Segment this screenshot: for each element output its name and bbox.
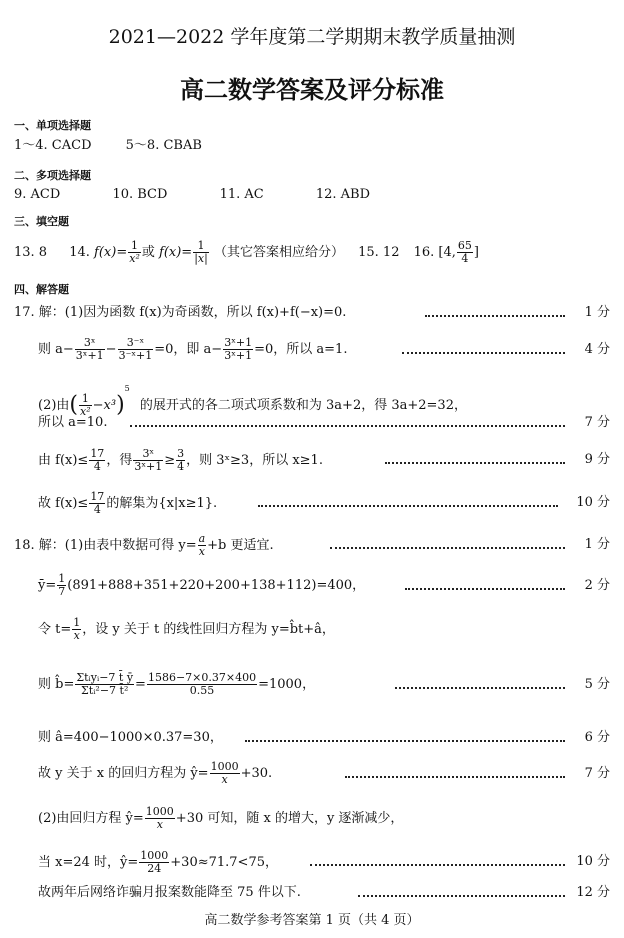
section-heading-fill-blank: 三、填空题 xyxy=(14,215,69,228)
text: ，设 y 关于 t 的线性回归方程为 y=b̂t+â， xyxy=(82,622,335,637)
numerator: 1 xyxy=(73,616,81,629)
answer-9: 9. ACD xyxy=(14,187,61,202)
score-mark: 10 分 xyxy=(576,495,610,510)
numerator: 1 xyxy=(128,240,141,253)
text: ȳ= xyxy=(38,578,57,593)
q17-line-4: 所以 a=10. xyxy=(38,415,108,430)
denominator: 3ˣ+1 xyxy=(134,460,163,473)
answer-14-expr-b: f(x)= xyxy=(159,245,193,260)
denominator: x² xyxy=(80,405,91,418)
denominator: 4 xyxy=(177,460,185,473)
text: +b 更适宜. xyxy=(207,538,274,553)
q18-line-3 xyxy=(38,617,335,642)
text: (891+888+351+220+200+138+112)=400， xyxy=(67,578,366,593)
denominator: 4 xyxy=(93,460,101,473)
q18-line-9: 故两年后网络诈骗月报案数能降至 75 件以下. xyxy=(38,885,301,900)
fraction xyxy=(89,448,105,473)
fraction xyxy=(210,761,240,786)
answer-14-expr-a: f(x)= xyxy=(94,245,128,260)
text: ，则 3ˣ≥3，所以 x≥1. xyxy=(186,453,323,468)
text: (2)由回归方程 ŷ= xyxy=(38,811,144,826)
answer-14-note: （其它答案相应给分） xyxy=(213,245,344,260)
denominator: Σtᵢ²−7 t̄² xyxy=(81,684,129,697)
numerator: 17 xyxy=(90,447,105,460)
fraction xyxy=(75,337,105,362)
fraction xyxy=(147,672,257,697)
score-mark: 5 分 xyxy=(584,677,610,692)
section-heading-multi-choice: 二、多项选择题 xyxy=(14,169,91,182)
score-mark: 2 分 xyxy=(584,578,610,593)
dot-leader xyxy=(310,864,565,866)
q17-line-3 xyxy=(38,380,467,418)
denominator: 4 xyxy=(461,252,469,265)
dot-leader xyxy=(345,776,565,778)
section-heading-single-choice: 一、单项选择题 xyxy=(14,119,91,132)
fraction xyxy=(133,448,163,473)
fraction xyxy=(145,806,175,831)
fraction xyxy=(223,337,253,362)
answer-16-start: 16. [4, xyxy=(413,245,456,260)
text: 的展开式的各二项式项系数和为 3a+2，得 3a+2=32， xyxy=(139,398,467,413)
text: +30. xyxy=(240,766,273,781)
text: +30 可知，随 x 的增大，y 逐渐减少， xyxy=(175,811,404,826)
score-mark: 1 分 xyxy=(584,305,610,320)
numerator: 3ˣ+1 xyxy=(224,336,253,349)
numerator: 3ˣ xyxy=(75,337,105,350)
text: ≥ xyxy=(164,453,176,468)
answer-12: 12. ABD xyxy=(315,187,371,202)
fill-blank-answers xyxy=(14,240,479,265)
text: 令 t= xyxy=(38,622,72,637)
dot-leader xyxy=(402,352,565,354)
dot-leader xyxy=(258,505,558,507)
text: ，得 xyxy=(106,453,133,468)
denominator: x² xyxy=(129,252,140,265)
dot-leader xyxy=(385,462,565,464)
section-heading-solutions: 四、解答题 xyxy=(14,283,69,296)
score-mark: 7 分 xyxy=(584,766,610,781)
dot-leader xyxy=(395,687,565,689)
score-mark: 12 分 xyxy=(576,885,610,900)
fraction xyxy=(118,337,154,362)
fraction xyxy=(176,448,185,473)
q18-line-8 xyxy=(38,850,278,875)
fraction xyxy=(193,240,209,265)
multi-choice-answers xyxy=(14,186,370,204)
fraction xyxy=(198,533,207,558)
score-mark: 7 分 xyxy=(584,415,610,430)
text: +30≈71.7<75， xyxy=(170,855,278,870)
numerator: a xyxy=(198,532,206,545)
numerator: 3ˣ xyxy=(133,448,163,461)
q18-line-6 xyxy=(38,761,272,786)
dot-leader xyxy=(425,315,565,317)
denominator: |x| xyxy=(194,252,208,265)
text: 故 y 关于 x 的回归方程为 ŷ= xyxy=(38,766,209,781)
or-text: 或 xyxy=(141,245,155,260)
numerator: Σtᵢyᵢ−7 t̄ ȳ xyxy=(76,671,134,684)
page-footer: 高二数学参考答案第 1 页（共 4 页） xyxy=(204,913,420,928)
score-mark: 10 分 xyxy=(576,854,610,869)
fraction xyxy=(457,240,473,265)
numerator: 65 xyxy=(457,239,472,252)
text: =1000， xyxy=(258,677,316,692)
text: 则 b̂= xyxy=(38,677,75,692)
paren-right: ) xyxy=(116,392,125,418)
page-title: 高二数学答案及评分标准 xyxy=(180,76,444,104)
fraction xyxy=(128,240,141,265)
fraction xyxy=(89,491,105,516)
q17-line-6 xyxy=(38,491,217,516)
answer-14-label: 14. xyxy=(69,245,90,260)
text: 18. 解：(1)由表中数据可得 y= xyxy=(14,538,197,553)
score-mark: 1 分 xyxy=(584,537,610,552)
numerator: 1000 xyxy=(140,849,169,862)
q18-line-2 xyxy=(38,573,365,598)
numerator: 1 xyxy=(79,393,92,406)
score-mark: 6 分 xyxy=(584,730,610,745)
dot-leader xyxy=(130,425,565,427)
numerator: 1000 xyxy=(210,760,239,773)
denominator: 3⁻ˣ+1 xyxy=(118,349,153,362)
text: =0，即 a− xyxy=(154,342,223,357)
answer-16-end: ] xyxy=(473,245,479,260)
answer-13: 13. 8 xyxy=(14,245,48,260)
fraction xyxy=(75,672,134,697)
answer-1-4: 1～4. CACD xyxy=(14,138,92,153)
q17-line-2 xyxy=(38,337,347,362)
q18-line-4 xyxy=(38,672,315,697)
score-mark: 9 分 xyxy=(584,452,610,467)
numerator: 3⁻ˣ xyxy=(118,337,154,350)
numerator: 1 xyxy=(193,240,209,253)
denominator: 3ˣ+1 xyxy=(75,349,104,362)
denominator: x xyxy=(156,818,163,831)
exam-header: 2021—2022 学年度第二学期期末教学质量抽测 xyxy=(108,26,516,48)
text: −x³ xyxy=(92,398,117,413)
dot-leader xyxy=(358,895,565,897)
dot-leader xyxy=(405,588,565,590)
q18-line-1 xyxy=(14,533,274,558)
text: 故 f(x)≤ xyxy=(38,496,89,511)
text: =0，所以 a=1. xyxy=(254,342,348,357)
denominator: x xyxy=(73,629,80,642)
q17-line-1: 17. 解：(1)因为函数 f(x)为奇函数，所以 f(x)+f(−x)=0. xyxy=(14,305,347,320)
text: (2)由 xyxy=(38,398,70,413)
exponent: 5 xyxy=(124,384,130,393)
denominator: 4 xyxy=(93,503,101,516)
dot-leader xyxy=(330,547,565,549)
text: = xyxy=(135,677,146,692)
numerator: 1 xyxy=(58,572,66,585)
dot-leader xyxy=(245,740,565,742)
numerator: 1586−7×0.37×400 xyxy=(147,671,257,684)
single-choice-answers xyxy=(14,137,202,155)
text: 当 x=24 时，ŷ= xyxy=(38,855,139,870)
answer-15: 15. 12 xyxy=(358,245,400,260)
answer-5-8: 5～8. CBAB xyxy=(125,138,202,153)
score-mark: 4 分 xyxy=(584,342,610,357)
text: − xyxy=(105,342,117,357)
numerator: 1000 xyxy=(145,805,174,818)
denominator: 3ˣ+1 xyxy=(224,349,253,362)
fraction xyxy=(139,850,169,875)
paren-left: ( xyxy=(69,392,79,418)
denominator: 7 xyxy=(58,585,66,598)
fraction xyxy=(57,573,66,598)
denominator: x xyxy=(221,773,228,786)
denominator: x xyxy=(198,545,205,558)
answer-11: 11. AC xyxy=(219,187,264,202)
q18-line-7 xyxy=(38,806,403,831)
q17-line-5 xyxy=(38,448,323,473)
text: 由 f(x)≤ xyxy=(38,453,89,468)
denominator: 24 xyxy=(147,862,162,875)
fraction xyxy=(72,617,81,642)
denominator: 0.55 xyxy=(189,684,215,697)
text: 的解集为{x|x≥1}. xyxy=(106,496,218,511)
text: 则 a− xyxy=(38,342,74,357)
q18-line-5: 则 â=400−1000×0.37=30， xyxy=(38,730,223,745)
numerator: 17 xyxy=(90,490,105,503)
answer-10: 10. BCD xyxy=(112,187,168,202)
numerator: 3 xyxy=(177,447,185,460)
